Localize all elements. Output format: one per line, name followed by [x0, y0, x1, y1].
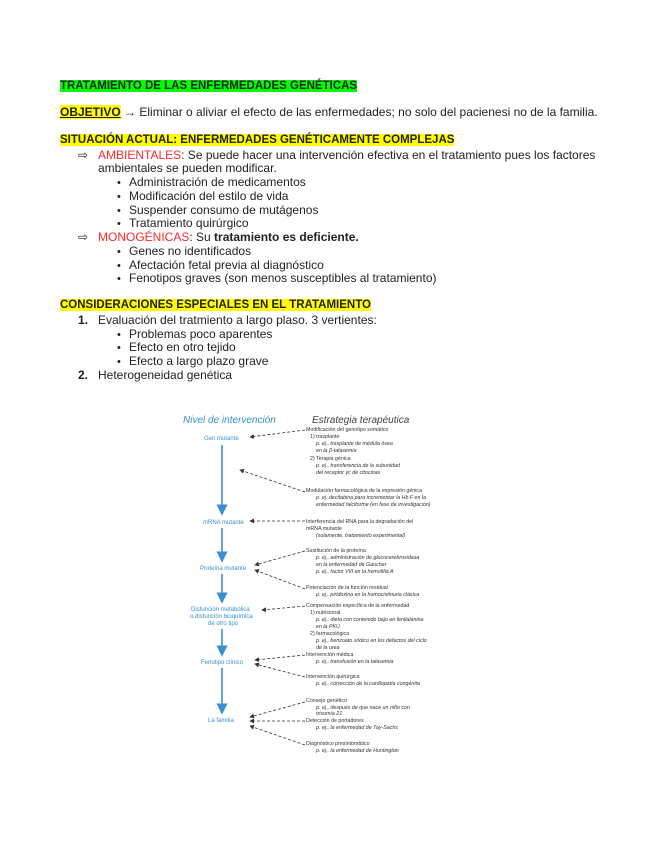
strategy-line: p. ej., piridoxina en la homocistinuria clásica: [316, 592, 420, 598]
strategy-line: Intervención quirúrgica: [306, 674, 360, 680]
strategy-line: del receptor γc de citocinas: [316, 470, 381, 476]
level-label: Gen mutante: [204, 436, 239, 442]
level-label: mRNA mutante: [203, 520, 244, 526]
strategy-line: Intervención médica: [306, 652, 354, 658]
numbered-item-text: Heterogeneidad genética: [98, 368, 233, 382]
strategy-line: trisomía 21: [316, 711, 343, 717]
strategy-line: 2) farmacológica: [310, 631, 350, 637]
list-item-text: Genes no identificados: [129, 244, 252, 258]
strategy-line: p. ej.,decitabina para incrementar la Hb F en la: [316, 495, 427, 501]
list-item-text: Modificación del estilo de vida: [129, 189, 289, 203]
strategy-line: enfermedad falciforme (en fase de investigación): [316, 502, 431, 508]
strategy-line: Modulación farmacológica de la expresión génica: [306, 488, 423, 494]
bullet-icon: •: [117, 177, 121, 189]
strategy-line: p. ej., corrección de la cardiopatía congénita: [316, 681, 420, 687]
bullet-icon: •: [117, 246, 121, 258]
objective-label: OBJETIVO: [60, 105, 121, 119]
list-item-text: Efecto a largo plazo grave: [129, 354, 269, 368]
level-label: de otro tipo: [208, 621, 239, 627]
monogenicas-bold: tratamiento es deficiente.: [214, 230, 359, 244]
ambientales-text2: ambientales se pueden modificar.: [98, 161, 277, 175]
col-left-title: Nivel de intervención: [183, 415, 276, 426]
title-text: TRATAMIENTO DE LAS ENFERMEDADES GENÉTICAS: [60, 80, 358, 92]
bullet-icon: •: [117, 356, 121, 368]
ambientales-label: AMBIENTALES: [98, 148, 182, 162]
bullet-icon: •: [117, 273, 121, 285]
level-label: Fenotipo clínico: [201, 660, 244, 666]
level-label: La familia: [208, 718, 234, 724]
numbered-item-text: Evaluación del tratmiento a largo plaso. 3 vertientes:: [98, 313, 377, 327]
level-label: Disfunción metabólica: [191, 607, 250, 613]
ambientales-text: : Se puede hacer una intervención efectiva en el tratamiento pues los factores: [181, 148, 596, 162]
list-item-text: Administración de medicamentos: [129, 175, 306, 189]
col-right-title: Estrategia terapéutica: [312, 415, 410, 426]
strategy-line: p. ej., la enfermedad de Tay-Sachs: [316, 725, 398, 731]
list-item-text: Fenotipos graves (son menos susceptibles al tratamiento): [129, 271, 437, 285]
strategy-line: (solamente, tratamiento experimental): [316, 533, 406, 539]
strategy-line: 1) nutricional: [310, 610, 341, 616]
level-label: o disfunción bioquímica: [190, 614, 253, 620]
strategy-line: p. ej., la enfermedad de Huntington: [316, 748, 399, 754]
strategy-line: p. ej., trasplante de médula ósea: [316, 441, 393, 447]
level-label: Proteína mutante: [200, 566, 247, 572]
bullet-icon: •: [117, 260, 121, 272]
bullet-icon: •: [117, 205, 121, 217]
strategy-line: en la enfermedad de Gaucher: [316, 562, 387, 568]
strategies: [306, 427, 431, 754]
strategy-line: Detección de portadores: [306, 718, 364, 724]
list-item-text: Tratamiento quirúrgico: [129, 216, 249, 230]
strategy-line: en la β-talasemia: [316, 448, 357, 454]
strategy-line: de la urea: [316, 645, 340, 651]
arrow-icon: ⇨: [78, 230, 89, 244]
item-number: 1.: [78, 313, 89, 327]
strategy-line: p. ej., factor VIII en la hemofilia A: [316, 569, 394, 575]
objective-text: → Eliminar o aliviar el efecto de las enfermedades; no solo del pacienesi no de la familia.: [120, 105, 598, 119]
strategy-line: Potenciación de la función residual: [306, 585, 388, 591]
bullet-icon: •: [117, 191, 121, 203]
list-item-text: Afectación fetal previa al diagnóstico: [129, 258, 324, 272]
strategy-line: p. ej., dieta con contenido bajo en fenilalanina: [316, 617, 424, 623]
bullet-icon: •: [117, 218, 121, 230]
strategy-line: Sustitución de la proteína: [306, 548, 366, 554]
strategy-line: mRNA mutante: [306, 526, 342, 532]
strategy-line: Interferencia del RNA para la degradación del: [306, 519, 414, 525]
bullet-icon: •: [117, 342, 121, 354]
list-item-text: Suspender consumo de mutágenos: [129, 203, 319, 217]
considerations-heading-text: CONSIDERACIONES ESPECIALES EN EL TRATAMIENTO: [60, 299, 371, 311]
monogenicas-prefix: : Su: [189, 230, 215, 244]
strategy-line: p. ej., transferencia de la subunidad: [316, 463, 400, 469]
intervention-arrows: [240, 430, 305, 745]
list-item-text: Efecto en otro tejido: [129, 340, 236, 354]
strategy-line: Compensación específica de la enfermedad: [306, 603, 410, 609]
strategy-line: p. ej., transfusión en la talasemia: [316, 659, 394, 665]
strategy-line: p. ej., administración de glucocerebrosidasa: [316, 555, 420, 561]
list-item-text: Problemas poco aparentes: [129, 327, 273, 341]
bullet-icon: •: [117, 329, 121, 341]
monogenicas-label: MONOGÉNICAS: [98, 230, 190, 244]
strategy-line: Modificación del genotipo somático: [306, 427, 389, 433]
item-number: 2.: [78, 368, 89, 382]
strategy-line: en la PKU: [316, 624, 340, 630]
strategy-line: p. ej., benzoato sódico en los defectos del ciclo: [316, 638, 427, 644]
strategy-line: Consejo genético: [306, 698, 347, 704]
strategy-line: p. ej., después de que nace un niño con: [316, 705, 410, 711]
strategy-line: Diagnóstico presintomático: [306, 741, 370, 747]
strategy-line: 1) trasplante: [310, 434, 340, 440]
strategy-line: 2) Terapia génica: [310, 456, 351, 462]
situation-heading-text: SITUACIÓN ACTUAL: ENFERMEDADES GENÉTICAMENTE COMPLEJAS: [60, 134, 455, 146]
arrow-icon: ⇨: [78, 148, 89, 162]
